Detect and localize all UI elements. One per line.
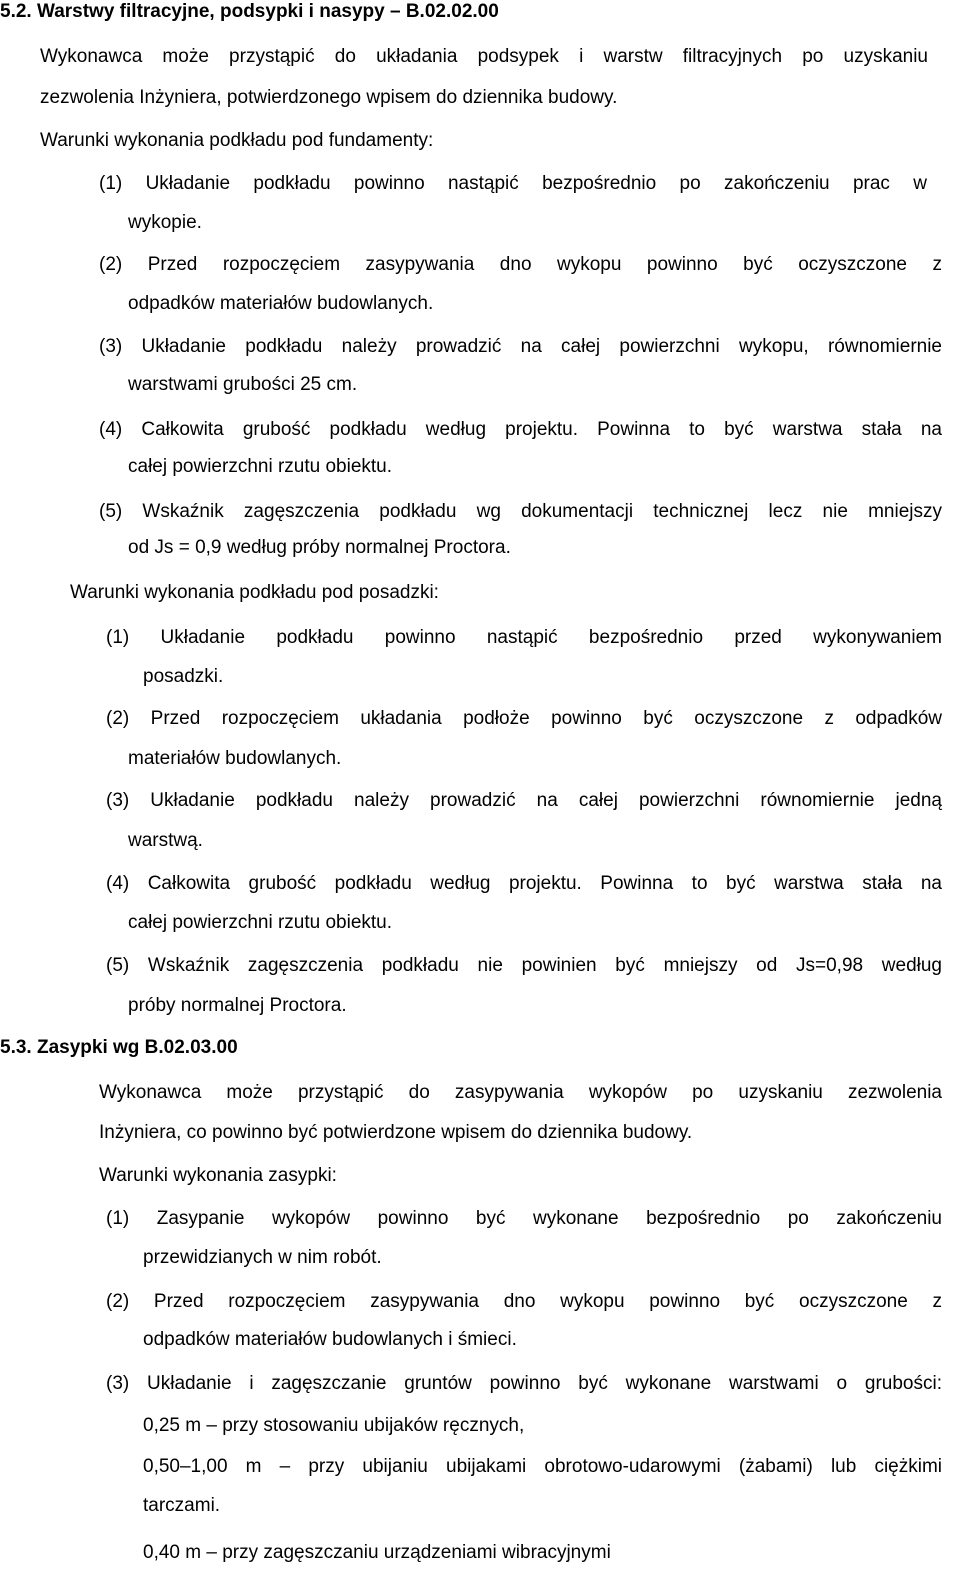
floor-item-5-line-2: próby normalnej Proctora.	[128, 995, 347, 1016]
floor-item-3-line-1: (3) Układanie podkładu należy prowadzić na całej powierzchni równomiernie jedną	[106, 790, 942, 811]
backfill-item-1-line-2: przewidzianych w nim robót.	[143, 1247, 382, 1268]
backfill-conditions-title: Warunki wykonania zasypki:	[99, 1165, 337, 1186]
floor-item-4-line-1: (4) Całkowita grubość podkładu według projektu. Powinna to być warstwa stała na	[106, 873, 942, 894]
layer-thickness-impact-line-1: 0,50–1,00 m – przy ubijaniu ubijakami obrotowo-udarowymi (żabami) lub ciężkimi	[143, 1456, 942, 1477]
foundation-item-2-line-2: odpadków materiałów budowlanych.	[128, 293, 434, 314]
floor-item-1-line-2: posadzki.	[143, 666, 224, 687]
layer-thickness-impact-line-2: tarczami.	[143, 1495, 221, 1516]
layer-thickness-manual: 0,25 m – przy stosowaniu ubijaków ręcznych,	[143, 1415, 525, 1436]
section-5-3-intro-line-1: Wykonawca może przystąpić do zasypywania wykopów po uzyskaniu zezwolenia	[99, 1082, 942, 1103]
backfill-item-3-line-1: (3) Układanie i zagęszczanie gruntów powinno być wykonane warstwami o grubości:	[106, 1373, 942, 1394]
section-5-2-intro-line-1: Wykonawca może przystąpić do układania podsypek i warstw filtracyjnych po uzyskaniu	[40, 46, 928, 67]
layer-thickness-vibration: 0,40 m – przy zagęszczaniu urządzeniami wibracyjnymi	[143, 1542, 611, 1563]
foundation-item-2-line-1: (2) Przed rozpoczęciem zasypywania dno wykopu powinno być oczyszczone z	[99, 254, 942, 275]
floor-item-1-line-1: (1) Układanie podkładu powinno nastąpić bezpośrednio przed wykonywaniem	[106, 627, 942, 648]
backfill-item-1-line-1: (1) Zasypanie wykopów powinno być wykonane bezpośrednio po zakończeniu	[106, 1208, 942, 1229]
section-heading-5-2: 5.2. Warstwy filtracyjne, podsypki i nasypy – B.02.02.00	[0, 1, 499, 22]
floor-conditions-title: Warunki wykonania podkładu pod posadzki:	[70, 582, 439, 603]
floor-item-3-line-2: warstwą.	[128, 830, 203, 851]
floor-item-5-line-1: (5) Wskaźnik zagęszczenia podkładu nie powinien być mniejszy od Js=0,98 według	[106, 955, 942, 976]
foundation-item-4-line-2: całej powierzchni rzutu obiektu.	[128, 456, 393, 477]
section-5-3-intro-line-2: Inżyniera, co powinno być potwierdzone wpisem do dziennika budowy.	[99, 1122, 693, 1143]
floor-item-4-line-2: całej powierzchni rzutu obiektu.	[128, 912, 393, 933]
backfill-item-2-line-2: odpadków materiałów budowlanych i śmieci.	[143, 1329, 517, 1350]
foundation-item-1-line-2: wykopie.	[128, 212, 202, 233]
foundation-item-1-line-1: (1) Układanie podkładu powinno nastąpić bezpośrednio po zakończeniu prac w	[99, 173, 927, 194]
section-heading-5-3: 5.3. Zasypki wg B.02.03.00	[0, 1037, 238, 1058]
foundation-item-3-line-1: (3) Układanie podkładu należy prowadzić na całej powierzchni wykopu, równomiernie	[99, 336, 942, 357]
foundation-item-5-line-1: (5) Wskaźnik zagęszczenia podkładu wg dokumentacji technicznej lecz nie mniejszy	[99, 501, 942, 522]
section-5-2-intro-line-2: zezwolenia Inżyniera, potwierdzonego wpisem do dziennika budowy.	[40, 87, 618, 108]
floor-item-2-line-2: materiałów budowlanych.	[128, 748, 342, 769]
backfill-item-2-line-1: (2) Przed rozpoczęciem zasypywania dno wykopu powinno być oczyszczone z	[106, 1291, 942, 1312]
foundation-item-4-line-1: (4) Całkowita grubość podkładu według projektu. Powinna to być warstwa stała na	[99, 419, 942, 440]
foundation-conditions-title: Warunki wykonania podkładu pod fundamenty:	[40, 130, 434, 151]
foundation-item-5-line-2: od Js = 0,9 według próby normalnej Proctora.	[128, 537, 511, 558]
foundation-item-3-line-2: warstwami grubości 25 cm.	[128, 374, 358, 395]
floor-item-2-line-1: (2) Przed rozpoczęciem układania podłoże powinno być oczyszczone z odpadków	[106, 708, 942, 729]
